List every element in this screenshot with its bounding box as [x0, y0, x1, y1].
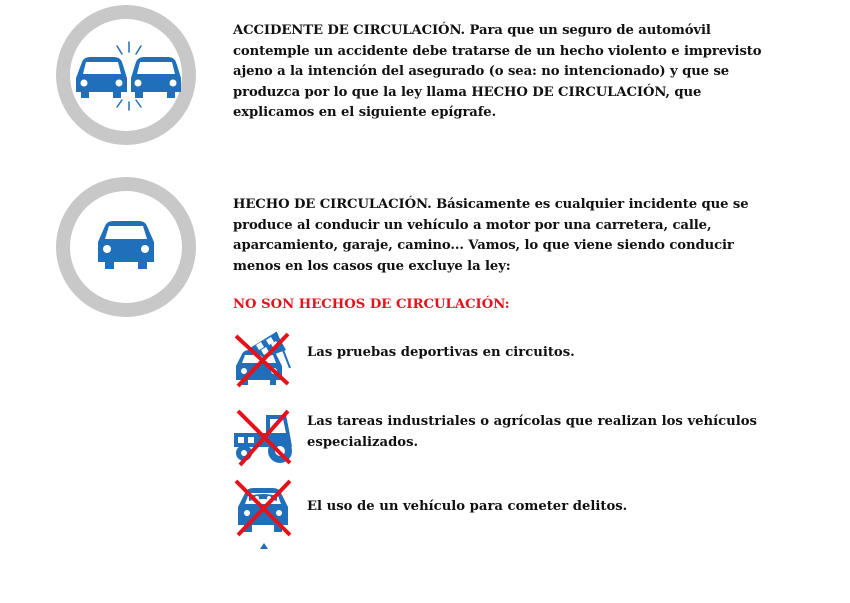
tractor-crossed-icon: [230, 407, 296, 469]
car-icon: [51, 172, 201, 322]
exclusion-text: Las tareas industriales o agrícolas que realizan los vehículos especializados.: [307, 414, 757, 450]
exclusion-item-partial: [230, 541, 790, 603]
partial-icon: [230, 541, 296, 603]
exclusion-text: Las pruebas deportivas en circuitos.: [307, 345, 575, 360]
exclusions-heading: NO SON HECHOS DE CIRCULACIÓN:: [233, 297, 510, 312]
race-car-crossed-icon: [230, 328, 296, 390]
exclusion-item: [230, 477, 790, 539]
exclusion-text: El uso de un vehículo para cometer delitos.: [307, 499, 628, 514]
car-collision-icon: [51, 0, 201, 150]
section-emblem-car: [51, 172, 201, 322]
exclusion-item: [230, 407, 790, 469]
section-text-accidente: ACCIDENTE DE CIRCULACIÓN. Para que un seguro de automóvil contemple un accidente debe tratarse de un hecho violento e imprevisto ajeno a la intención del asegurado (o sea: no intencionado) y que se produzca por lo que la ley llama HECHO DE CIRCULACIÓN, que explicamos en el siguiente epígrafe.: [233, 23, 762, 120]
masked-car-crossed-icon: [230, 477, 296, 539]
section-text-hecho: HECHO DE CIRCULACIÓN. Básicamente es cualquier incidente que se produce al conducir un vehículo a motor por una carretera, calle, aparcamiento, garaje, camino... Vamos, lo que viene siendo conducir menos en los casos que excluye la ley:: [233, 197, 749, 274]
section-emblem-collision: [51, 0, 201, 150]
exclusion-item: [230, 328, 790, 390]
